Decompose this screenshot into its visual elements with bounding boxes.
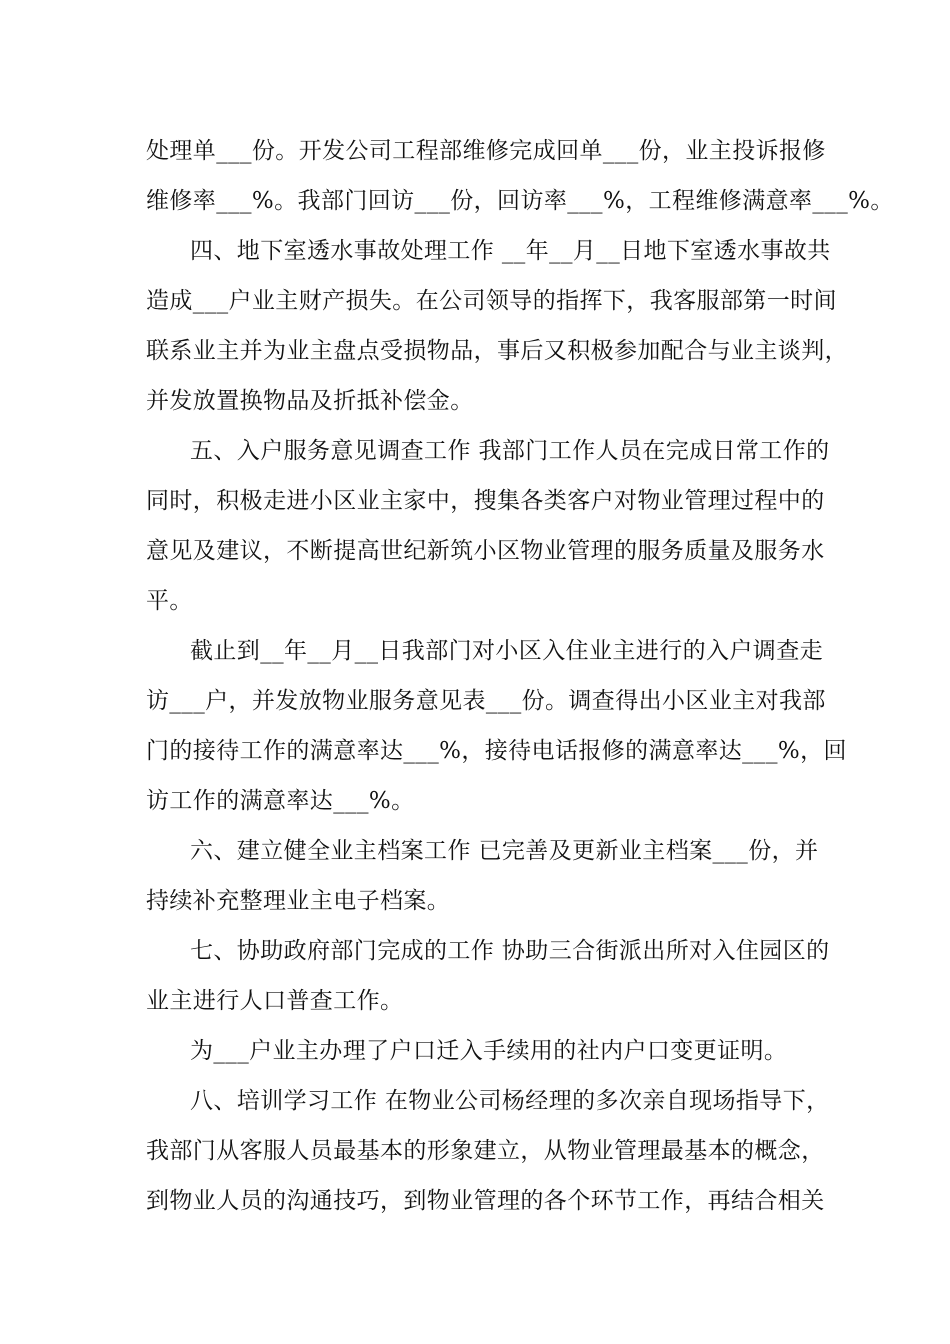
- text-line: 到物业人员的沟通技巧，到物业管理的各个环节工作，再结合相关: [146, 1188, 825, 1214]
- section-heading-line: 七、协助政府部门完成的工作 协助三合街派出所对入住园区的: [190, 938, 830, 964]
- text-line: 处理单___份。开发公司工程部维修完成回单___份，业主投诉报修: [146, 138, 826, 164]
- paragraph-start-line: 为___户业主办理了户口迁入手续用的社内户口变更证明。: [190, 1038, 788, 1064]
- paragraph-start-line: 截止到__年__月__日我部门对小区入住业主进行的入户调查走: [190, 638, 823, 664]
- text-line: 持续补充整理业主电子档案。: [146, 888, 451, 914]
- section-heading-line: 六、建立健全业主档案工作 已完善及更新业主档案___份，并: [190, 838, 819, 864]
- text-line: 联系业主并为业主盘点受损物品，事后又积极参加配合与业主谈判，: [146, 338, 848, 364]
- text-line: 门的接待工作的满意率达___%，接待电话报修的满意率达___%，回: [146, 738, 847, 764]
- text-line: 并发放置换物品及折抵补偿金。: [146, 388, 474, 414]
- text-line: 访___户，并发放物业服务意见表___份。调查得出小区业主对我部: [146, 688, 826, 714]
- text-line: 平。: [146, 588, 193, 614]
- text-line: 造成___户业主财产损失。在公司领导的指挥下，我客服部第一时间: [146, 288, 837, 314]
- text-line: 维修率___%。我部门回访___份，回访率___%，工程维修满意率___%。: [146, 188, 894, 214]
- section-heading-line: 八、培训学习工作 在物业公司杨经理的多次亲自现场指导下，: [190, 1088, 830, 1114]
- section-heading-line: 四、地下室透水事故处理工作 __年__月__日地下室透水事故共: [190, 238, 831, 264]
- text-line: 同时，积极走进小区业主家中，搜集各类客户对物业管理过程中的: [146, 488, 825, 514]
- text-line: 意见及建议，不断提高世纪新筑小区物业管理的服务质量及服务水: [146, 538, 825, 564]
- section-heading-line: 五、入户服务意见调查工作 我部门工作人员在完成日常工作的: [190, 438, 830, 464]
- text-line: 我部门从客服人员最基本的形象建立，从物业管理最基本的概念，: [146, 1138, 825, 1164]
- text-line: 访工作的满意率达___%。: [146, 788, 415, 814]
- text-line: 业主进行人口普查工作。: [146, 988, 404, 1014]
